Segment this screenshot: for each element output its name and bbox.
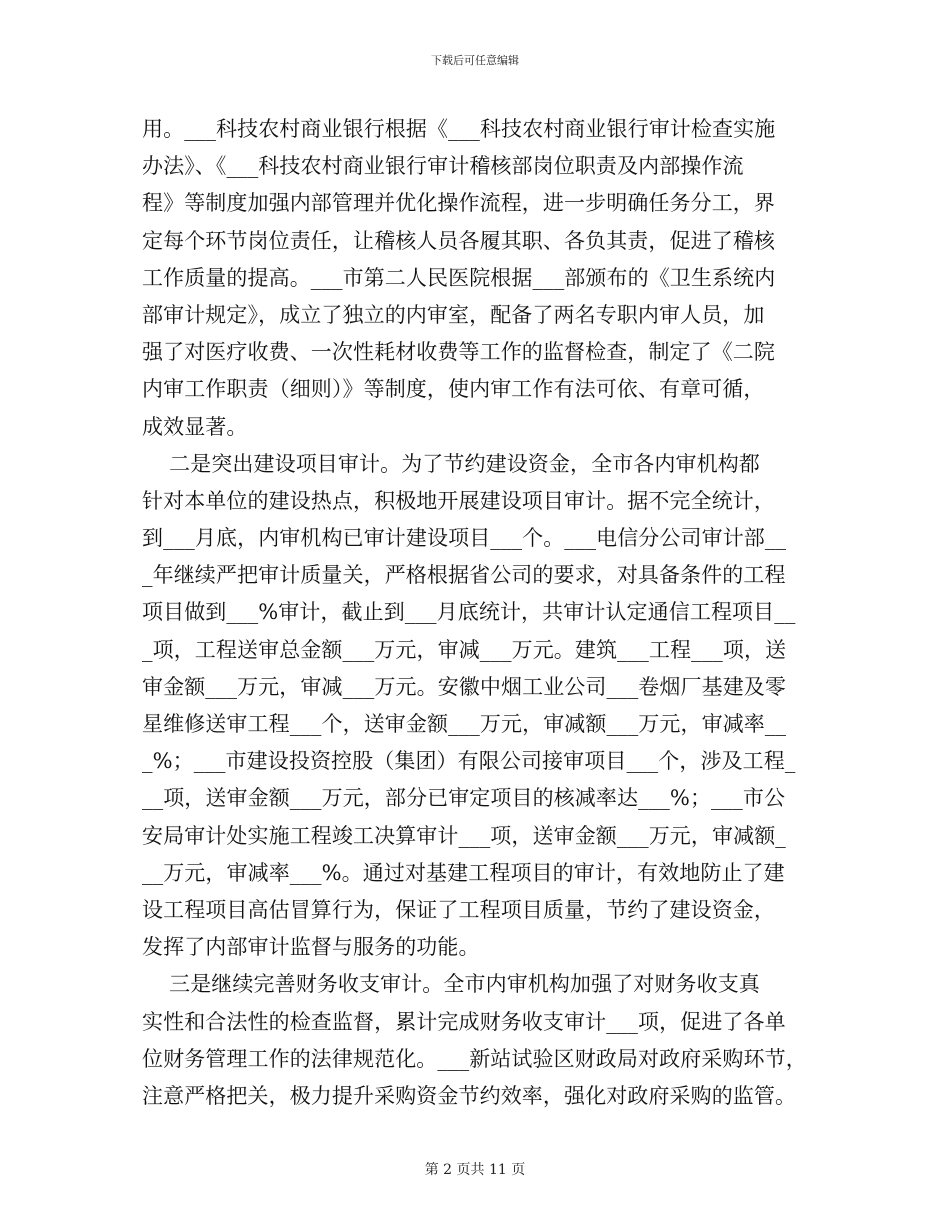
text-line: 发挥了内部审计监督与服务的功能。	[142, 935, 480, 960]
text-line: 星维修送审工程___个，送审金额___万元，审减额___万元，审减率__	[142, 712, 787, 736]
text-line: __万元，审减率___%。通过对基建工程项目的审计，有效地防止了建	[142, 860, 785, 885]
text-line: __项，送审金额___万元，部分已审定项目的核减率达___%；___市公	[142, 786, 786, 811]
page-header: 下载后可任意编辑	[431, 54, 519, 67]
text-line: 注意严格把关，极力提升采购资金节约效率，强化对政府采购的监管。	[142, 1083, 797, 1108]
paragraph-start-line: 二是突出建设项目审计。为了节约建设资金，全市各内审机构都	[142, 451, 760, 476]
text-line: 安局审计处实施工程竣工决算审计___项，送审金额___万元，审减额_	[142, 823, 786, 848]
text-line: 到___月底，内审机构已审计建设项目___个。___电信分公司审计部__	[142, 526, 787, 551]
text-line: 定每个环节岗位责任，让稽核人员各履其职、各负其责，促进了稽核	[142, 228, 775, 253]
text-line: _项，工程送审总金额___万元，审减___万元。建筑___工程___项，送	[142, 637, 787, 662]
text-line: 审金额___万元，审减___万元。安徽中烟工业公司___卷烟厂基建及零	[142, 674, 786, 699]
page-number: 第 2 页共 11 页	[424, 1162, 526, 1178]
text-line: 设工程项目高估冒算行为，保证了工程项目质量，节约了建设资金，	[142, 897, 775, 922]
text-line: 实性和合法性的检查监督，累计完成财务收支审计___项，促进了各单	[142, 1009, 786, 1034]
text-line: _%；___市建设投资控股（集团）有限公司接审项目___个，涉及工程_	[142, 749, 796, 774]
text-line: 项目做到___%审计，截止到___月底统计，共审计认定通信工程项目__	[142, 600, 796, 625]
paragraph-start-line: 三是继续完善财务收支审计。全市内审机构加强了对财务收支真	[142, 972, 760, 997]
text-line: 内审工作职责（细则）》等制度，使内审工作有法可依、有章可循，	[142, 377, 765, 402]
text-line: _年继续严把审计质量关，严格根据省公司的要求，对具备条件的工程	[142, 563, 786, 588]
document-body	[142, 111, 818, 1115]
text-line: 程》等制度加强内部管理并优化操作流程，进一步明确任务分工，界	[142, 191, 775, 216]
text-line: 成效显著。	[142, 414, 248, 439]
text-line: 办法》、《___科技农村商业银行审计稽核部岗位职责及内部操作流	[142, 154, 744, 179]
text-line: 部审计规定》，成立了独立的内审室，配备了两名专职内审人员，加	[142, 302, 765, 327]
text-line: 工作质量的提高。___市第二人民医院根据___部颁布的《卫生系统内	[142, 265, 776, 290]
text-line: 用。___科技农村商业银行根据《___科技农村商业银行审计检查实施	[142, 117, 776, 141]
text-line: 位财务管理工作的法律规范化。___新站试验区财政局对政府采购环节，	[142, 1046, 807, 1071]
text-line: 强了对医疗收费、一次性耗材收费等工作的监督检查，制定了《二院	[142, 340, 775, 365]
text-line: 针对本单位的建设热点，积极地开展建设项目审计。据不完全统计，	[142, 488, 775, 513]
